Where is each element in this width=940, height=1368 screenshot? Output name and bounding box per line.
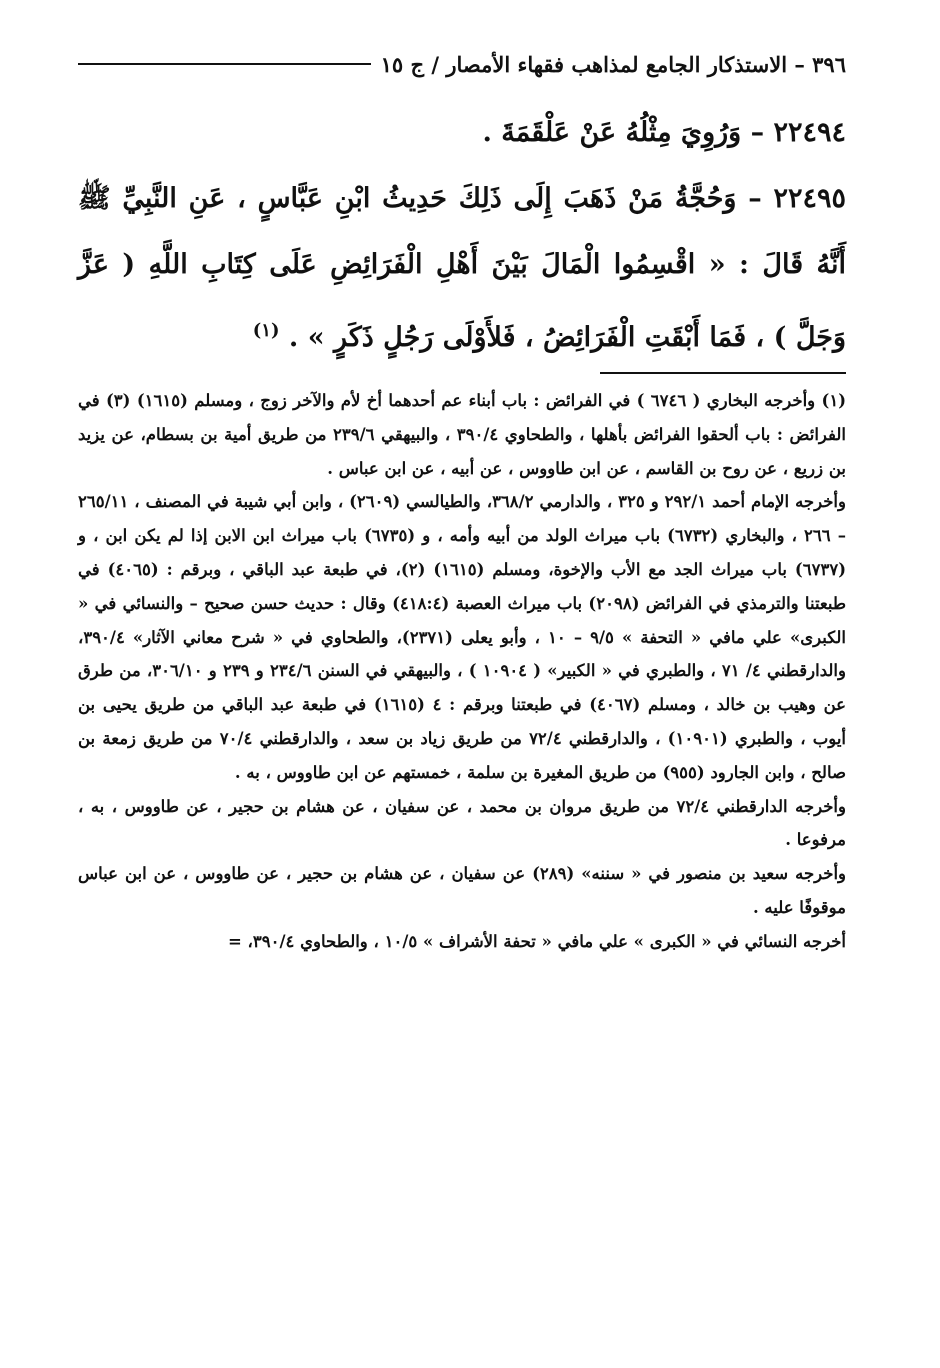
footnote-1: (١) وأخرجه البخاري ( ٦٧٤٦ ) في الفرائض : باب أبناء عم أحدهما أخ لأم والآخر زوج ، ومسلم (١٦١٥) (٣) في الفرائض : باب ألحقوا الفرائض بأهلها ، والطحاوي ٣٩٠/٤ ، والبيهقي ٢٣٩/٦ من طريق أمية بن بسطام، عن يزيد بن زريع ، عن روح بن القاسم ، عن ابن طاووس ، عن أبيه ، عن ابن عباس . [78,391,846,478]
footnote-paragraph-5: أخرجه النسائي في « الكبرى » علي مافي « تحفة الأشراف » ١٠/٥ ، والطحاوي ٣٩٠/٤، = [227,931,846,951]
footnote-marker: (١) [252,320,280,341]
paragraph-22495-text: ٢٢٤٩٥ – وَحُجَّةُ مَنْ ذَهَبَ إِلَى ذَلِكَ حَدِيثُ ابْنِ عَبَّاسٍ ، عَنِ النَّبِيِّ ﷺ أَنَّهُ قَالَ : « اقْسِمُوا الْمَالَ بَيْنَ أَهْلِ الْفَرَائِضِ عَلَى كِتَابِ اللَّهِ ( عَزَّ وَجَلَّ ) ، فَمَا أَبْقَتِ الْفَرَائِضُ ، فَلأَوْلَى رَجُلٍ ذَكَرٍ » . [78,183,846,353]
main-text [78,100,846,371]
footnotes [78,384,846,959]
footnote-paragraph-2: وأخرجه الإمام أحمد ٢٩٢/١ و ٣٢٥ ، والدارمي ٣٦٨/٢، والطيالسي (٢٦٠٩) ، وابن أبي شيبة في المصنف ، ٢٦٥/١١ – ٢٦٦ ، والبخاري (٦٧٣٢) باب ميراث الولد من أبيه وأمه ، و (٦٧٣٥) باب ميراث ابن الابن إذا لم يكن ابن ، و (٦٧٣٧) باب ميراث الجد مع الأب والإخوة، ومسلم (١٦١٥) (٢)، في طبعة عبد الباقي ، وبرقم : (٤٠٦٥) في طبعتنا والترمذي في الفرائض (٢٠٩٨) باب ميراث العصبة (٤١٨:٤) وقال : حديث حسن صحيح – والنسائي في « الكبرى» علي مافي « التحفة » ٩/٥ – ١٠ ، وأبو يعلى (٢٣٧١)، والطحاوي في « شرح معاني الآثار» ٣٩٠/٤، والدارقطني ٤/ ٧١ ، والطبري في « الكبير» ( ١٠٩٠٤ ) ، والبيهقي في السنن ٢٣٤/٦ و ٢٣٩ و ٣٠٦/١٠، من طرق عن وهيب بن خالد ، ومسلم (٤٠٦٧) في طبعتنا وبرقم : ٤ (١٦١٥) في طبعة عبد الباقي من طريق يحيى بن أيوب ، والطبري (١٠٩٠١) ، والدارقطني ٧٢/٤ من طريق زياد بن سعد ، والدارقطني ٧٠/٤ من طريق زمعة بن صالح ، وابن الجارود (٩٥٥) من طريق المغيرة بن سلمة ، خمستهم عن ابن طاووس ، به . [78,492,847,782]
header-rule [78,63,371,65]
running-header [78,44,846,84]
running-head-text: ٣٩٦ – الاستذكار الجامع لمذاهب فقهاء الأمصار / ج ١٥ [380,51,846,77]
paragraph-22495 [78,166,846,371]
footnote-paragraph-3: وأخرجه الدارقطني ٧٢/٤ من طريق مروان بن محمد ، عن سفيان ، عن هشام بن حجير ، عن طاووس ، به ، مرفوعا . [78,796,846,850]
footnote-paragraph-4: وأخرجه سعيد بن منصور في « سننه» (٢٨٩) عن سفيان ، عن هشام بن حجير ، عن طاووس ، عن ابن عباس موقوفًا عليه . [78,864,846,917]
paragraph-22494: ٢٢٤٩٤ – وَرُوِيَ مِثْلُهُ عَنْ عَلْقَمَةَ . [482,117,846,148]
footnote-separator [600,372,846,374]
